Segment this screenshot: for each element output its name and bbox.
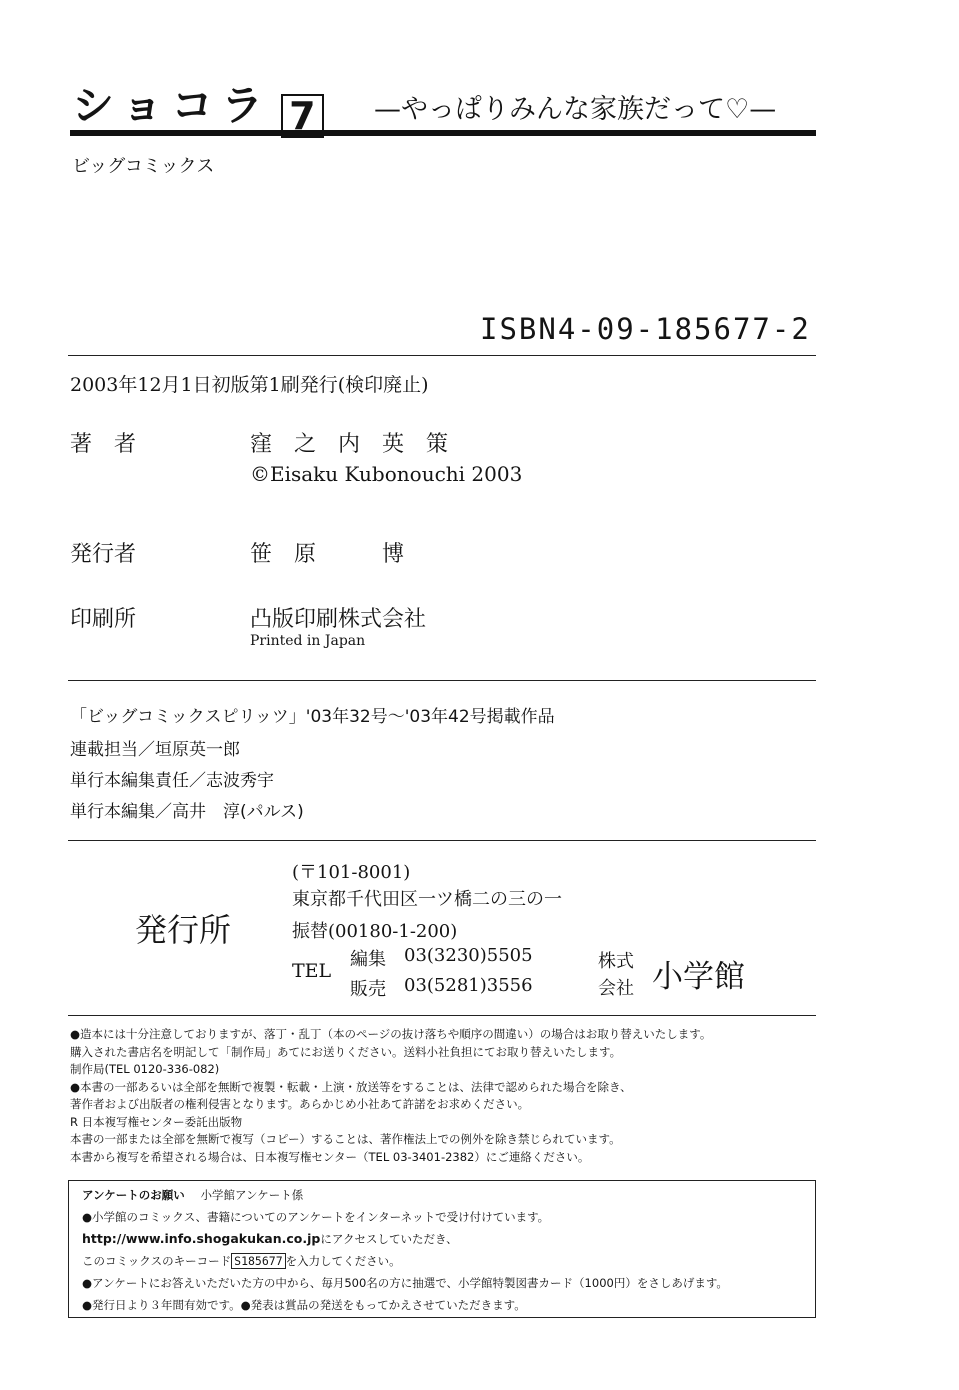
survey-key-code: S185677: [231, 1253, 285, 1269]
copyright-line: ©Eisaku Kubonouchi 2003: [250, 462, 523, 486]
edit-number: 03(3230)5505: [404, 945, 533, 966]
survey-line-5: ●発行日より３年間有効です。●発表は賞品の発送をもってかえさせていただきます。: [82, 1298, 526, 1312]
publisher-transfer: 振替(00180-1-200): [292, 921, 458, 942]
survey-key-suffix: を入力してください。: [285, 1254, 401, 1268]
survey-key-row: [82, 1250, 728, 1272]
sales-number: 03(5281)3556: [404, 975, 533, 996]
note-line: ●本書の一部あるいは全部を無断で複製・転載・上演・放送等をすることは、法律で認められた場合を除き、: [70, 1079, 632, 1094]
book-title: ショコラ: [72, 81, 272, 130]
volume-editor: 単行本編集／高井 淳(パルス): [70, 802, 304, 822]
title-rule: [70, 130, 816, 136]
printed-in: Printed in Japan: [250, 633, 366, 649]
note-line: R 日本複写権センター委託出版物: [70, 1114, 243, 1129]
note-line: 購入された書店名を明記して「制作局」あてにお送りください。送料小社負担にてお取り替えいたします。: [70, 1044, 622, 1059]
survey-line-1: ●小学館のコミックス、書籍についてのアンケートをインターネットで受け付けています。: [82, 1210, 550, 1224]
survey-url-row: [82, 1228, 728, 1250]
note-line: 制作局(TEL 0120-336-082): [70, 1062, 220, 1076]
author-name: 窪 之 内 英 策: [250, 432, 449, 457]
publisher-person-name: 笹 原 博: [250, 542, 405, 567]
isbn: ISBN4-09-185677-2: [480, 312, 811, 346]
printer-name: 凸版印刷株式会社: [250, 607, 427, 632]
note-line: 本書の一部または全部を無断で複写（コピー）することは、著作権法上での例外を除き禁じられています。: [70, 1132, 621, 1146]
book-subtitle: —やっぱりみんな家族だって♡—: [374, 94, 777, 125]
note-line: 著作者および出版者の権利侵害となります。あらかじめ小社あて許諾をお求めください。: [70, 1097, 530, 1111]
isbn-rule: [68, 355, 816, 356]
survey-content: [82, 1184, 728, 1316]
survey-title-row: [82, 1184, 728, 1206]
serialization-rule: [68, 840, 816, 841]
tel-label: TEL: [292, 960, 332, 982]
book-title-block: [72, 81, 324, 138]
sales-label: 販売: [350, 979, 386, 1000]
volume-number: 7: [281, 94, 323, 138]
survey-key-prefix: このコミックスのキーコード: [82, 1254, 232, 1268]
series-name: ビッグコミックス: [72, 156, 215, 177]
corp-top: 株式: [598, 951, 634, 972]
serialization-origin: 「ビッグコミックスピリッツ」'03年32号〜'03年42号掲載作品: [70, 707, 555, 727]
survey-department: 小学館アンケート係: [200, 1188, 304, 1202]
publisher-name: 小学館: [652, 959, 745, 995]
legal-notes: [70, 1026, 711, 1166]
corp-bottom: 会社: [598, 978, 634, 999]
publisher-address: 東京都千代田区一ツ橋二の三の一: [292, 889, 562, 910]
publisher-rule: [68, 1015, 816, 1016]
survey-url-suffix: にアクセスしていただき、: [320, 1232, 458, 1246]
publisher-label: 発行所: [135, 911, 232, 949]
publisher-person-label: 発行者: [70, 542, 137, 567]
note-line: 本書から複写を希望される場合は、日本複写権センター（TEL 03-3401-2382）にご連絡ください。: [70, 1149, 590, 1164]
volume-editor-chief: 単行本編集責任／志波秀宇: [70, 771, 274, 791]
edit-label: 編集: [350, 949, 386, 970]
serialization-editor: 連載担当／垣原英一郎: [70, 740, 240, 760]
survey-line-4: ●アンケートにお答えいただいた方の中から、毎月500名の方に抽選で、小学館特製図書カード（1000円）をさしあげます。: [82, 1276, 728, 1290]
survey-url[interactable]: http://www.info.shogakukan.co.jp: [82, 1231, 321, 1246]
author-label: 著 者: [70, 432, 137, 457]
survey-title: アンケートのお願い: [82, 1188, 185, 1202]
printer-label: 印刷所: [70, 607, 137, 632]
note-line: ●造本には十分注意しておりますが、落丁・乱丁（本のページの抜け落ちや順序の間違い）の場合はお取り替えいたします。: [70, 1027, 712, 1041]
publisher-postal: (〒101-8001): [292, 862, 411, 883]
publication-date: 2003年12月1日初版第1刷発行(検印廃止): [70, 374, 429, 396]
credits-rule: [68, 680, 816, 681]
